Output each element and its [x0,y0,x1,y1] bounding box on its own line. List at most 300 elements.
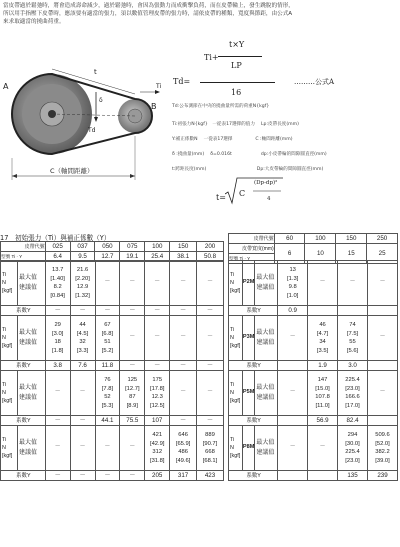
table-row [1,316,224,361]
tension-value: [7.5] [346,330,359,337]
tension-value: [4.7] [316,330,329,337]
width-cell: 25.4 [145,252,170,262]
tension-value: 294 [347,432,358,438]
label-center-distance: C（軸間距離） [50,167,94,175]
coef-value: － [45,416,70,426]
tension-value: [11.0] [315,402,330,409]
code-cell: 200 [197,242,224,252]
label-td: Td [88,127,96,134]
coef-value: 7.6 [70,361,95,371]
tension-value-cell: － [120,316,145,361]
value-type-label: 建議值 [256,285,275,291]
tension-value-cell [120,371,145,416]
coef-row [229,361,398,371]
tension-value-cell: － [368,316,398,361]
tension-value: [39.0] [375,457,390,464]
unit-label: [kgf] [2,453,13,459]
unit-cell [229,426,243,471]
max-rec-label-cell [255,426,278,471]
tension-value: 382.2 [375,449,390,455]
tension-value-cell [45,316,70,361]
tension-value: [68.1] [202,457,218,464]
formula-t: t= [216,193,226,202]
tension-value: [3.0] [52,330,64,337]
coef-value: 0.9 [278,306,308,316]
tension-value: [42.9] [149,440,165,447]
tension-value: 44 [79,322,86,328]
tension-value: 175 [152,377,163,383]
coef-value: － [120,306,145,316]
coef-value: － [197,306,224,316]
tension-value-cell [95,371,120,416]
coef-value: － [170,306,197,316]
tension-value: 9.8 [288,284,297,290]
coef-row [1,306,224,316]
intro-line: 所以用手指壓下皮帶時，應該要有適當的張力，須以數值管理皮帶的張力時，請依皮帶的種類，寬度與節距，由公式A [3,11,293,17]
tension-value: 18 [54,339,61,345]
tension-value: [12.5] [149,402,165,409]
tension-value: [1.0] [287,292,299,299]
right-body-table [228,260,398,481]
coef-value: 205 [145,471,170,481]
value-type-label: 最大值 [18,275,37,281]
formula-root-den: 4 [267,196,271,202]
tension-value-cell [308,316,338,361]
unit-label: N [2,445,6,451]
unit-label: Ti [2,437,7,443]
value-type-label: 建議值 [18,285,37,291]
unit-label: [kgf] [230,453,241,459]
code-cell: 250 [367,234,398,244]
legend-line: Td:公布測節在中央的撓曲量所需的荷重N{kgf} [172,104,270,109]
right-header-type-label: 型號 Ti · Y [229,254,275,264]
tension-value-cell: － [197,371,224,416]
width-cell: 6 [274,244,305,264]
coef-value: 239 [368,471,398,481]
coef-value: － [70,306,95,316]
intro-line: 當皮帶過於鬆弛時，將會造成壽命減少，過於鬆弛時，會因為張動力而成衝擊負荷，而在皮帶輪上，發生跳脫的情形， [3,3,294,9]
label-ti: Ti [156,83,162,90]
tension-value-cell [338,371,368,416]
tension-value: [12.7] [125,385,140,392]
tension-value-cell [338,316,368,361]
tension-value-cell: － [308,426,338,471]
tension-value: 166.6 [345,394,360,400]
width-cell: 6.4 [45,252,70,262]
tension-value-cell: － [170,316,197,361]
value-type-label: 建議值 [18,340,37,346]
coef-value: － [145,361,170,371]
value-type-label: 最大值 [18,385,37,391]
formula-root-num: (Dp-dp)² [254,180,278,186]
width-cell: 50.8 [197,252,224,262]
formula-td: Td= [173,77,191,86]
max-rec-label-cell [17,426,45,471]
belt-type-cell: P8M [242,426,255,471]
width-cell: 10 [305,244,336,264]
legend-line: Ti:初張力N{kgf} 一從表17選擇的值力 Lp:皮帶長度(mm) [172,122,299,127]
coef-value: － [197,416,224,426]
unit-label: N [2,280,6,286]
coef-value: － [45,306,70,316]
code-cell: 037 [70,242,95,252]
coef-value: － [95,306,120,316]
unit-label: N [2,335,6,341]
coef-label: 系數Y [1,471,46,481]
width-cell: 38.1 [170,252,197,262]
code-cell: 050 [95,242,120,252]
unit-cell [1,426,18,471]
tension-value-cell: － [197,261,224,306]
coef-value [338,306,368,316]
unit-label: Ti [230,327,235,333]
coef-label: 系數Y [229,306,278,316]
coef-value [308,471,338,481]
tension-value-cell: － [197,316,224,361]
tension-value: 668 [205,449,215,455]
coef-row [1,416,224,426]
unit-label: Ti [230,437,235,443]
tension-value: [0.84] [50,292,65,299]
coef-value: － [45,471,70,481]
code-cell: 150 [170,242,197,252]
tension-value-cell: － [45,426,70,471]
code-cell: 075 [120,242,145,252]
tension-value: [5.6] [346,347,359,354]
code-cell: 100 [145,242,170,252]
coef-value [308,306,338,316]
tension-value: 34 [319,339,326,345]
tension-value-cell [368,426,398,471]
header-code-label: 皮帶代號 [1,242,46,252]
fraction-bar [218,56,262,57]
tension-value-cell: － [278,426,308,471]
tension-value: 12.9 [76,284,89,290]
tension-value-cell: － [368,371,398,416]
label-b: B [151,102,157,111]
coef-label: 系數Y [229,471,278,481]
coef-value: － [197,361,224,371]
tension-value: [65.9] [175,440,191,447]
table-row [229,426,398,471]
unit-cell [1,371,18,416]
tension-value: 21.6 [76,267,89,273]
tension-value-cell [45,261,70,306]
unit-cell [229,371,243,416]
tension-value: [17.8] [149,385,165,392]
coef-value: 56.9 [308,416,338,426]
formula-den: 16 [231,88,242,97]
right-header-width-label: 皮帶寬度(mm) [229,244,275,254]
tension-value: [3.3] [76,347,89,354]
max-rec-label-cell [17,261,45,306]
tension-value: [2.20] [75,275,90,282]
tension-value-cell [308,371,338,416]
unit-label: N [230,390,234,396]
width-cell: 25 [367,244,398,264]
unit-cell [1,261,18,306]
tension-value: 32 [79,339,86,345]
value-type-label: 建議值 [256,340,275,346]
unit-cell [229,316,243,361]
coef-value: － [95,471,120,481]
coef-value: 107 [145,416,170,426]
tension-value-cell: － [145,316,170,361]
coef-value: 75.5 [120,416,145,426]
tension-value-cell: － [278,371,308,416]
coef-row [229,471,398,481]
value-type-label: 最大值 [256,275,275,281]
coef-value [278,361,308,371]
tension-value: 13 [289,267,296,273]
tension-value-cell: － [170,261,197,306]
legend-line: t:跨距長度(mm) Dp:大皮帶輪的間隙圓直徑(mm) [172,167,324,172]
coef-value: － [70,416,95,426]
belt-type-cell: P5M [242,371,255,416]
coef-value [368,416,398,426]
coef-value: 135 [338,471,368,481]
tension-value-cell: － [95,261,120,306]
tension-value: [90.7] [202,440,218,447]
tension-value: 312 [152,449,163,455]
value-type-label: 最大值 [256,440,275,446]
tension-value: [17.0] [345,402,360,409]
code-cell: 60 [274,234,305,244]
intro-paragraph [3,2,397,26]
tension-value-cell: － [70,371,95,416]
coef-value: － [120,471,145,481]
tension-value-cell [338,426,368,471]
formula-a-label: ………公式A [294,78,335,86]
coef-value: － [70,471,95,481]
formula-c: C [239,189,246,198]
value-type-label: 建議值 [18,450,37,456]
unit-cell [1,316,18,361]
table-row [1,371,224,416]
tension-value: 29 [54,322,61,328]
tension-value: [8.9] [126,402,138,409]
tension-value: [52.0] [375,440,390,447]
coef-label: 系數Y [229,416,278,426]
intro-line: 來求取適當的撓曲荷重。 [3,19,65,25]
tension-value-cell: － [45,371,70,416]
coef-label: 系數Y [1,306,46,316]
tension-value: [3.5] [316,347,329,354]
coef-value: 44.1 [95,416,120,426]
unit-label: Ti [230,382,235,388]
tension-value: [1.32] [75,292,90,299]
code-cell: 025 [45,242,70,252]
belt-pulley-diagram [0,36,170,186]
tension-value-cell [70,316,95,361]
coef-label: 系數Y [1,416,46,426]
table-row [1,426,224,471]
tension-value: 125 [127,377,138,383]
formula-ti-term: Ti+ [204,53,219,62]
unit-label: [kgf] [230,343,241,349]
unit-label: N [230,280,234,286]
belt-type-cell: P2M [242,261,255,306]
tension-value: [23.0] [345,457,360,464]
coef-row [1,471,224,481]
tension-value: 225.4 [345,449,360,455]
label-t: t [94,68,97,76]
max-rec-label-cell [255,316,278,361]
code-cell: 150 [336,234,367,244]
coef-value: － [120,361,145,371]
coef-value: 1.9 [308,361,338,371]
tension-value-cell: － [70,426,95,471]
unit-label: N [230,445,234,451]
coef-row [229,306,398,316]
right-header-code-label: 皮帶代號 [229,234,275,244]
unit-label: [kgf] [2,288,13,294]
coef-value: － [170,361,197,371]
coef-row [229,416,398,426]
unit-label: N [2,390,6,396]
tension-value-cell: － [145,261,170,306]
header-type-label: 型號 Ti · Y [1,252,46,262]
tension-value: [1.40] [50,275,65,282]
value-type-label: 建議值 [256,395,275,401]
table-title: 17 初始張力（Ti）與補正係數（Y） [0,234,111,242]
formula-lp: LP [231,61,242,70]
value-type-label: 最大值 [256,385,275,391]
coef-label: 系數Y [229,361,278,371]
coef-value: 82.4 [338,416,368,426]
tension-value: 509.6 [375,432,390,438]
width-cell: 12.7 [95,252,120,262]
tension-value: 107.8 [315,394,330,400]
tension-value: [4.5] [76,330,89,337]
tension-value: 147 [317,377,328,383]
left-body-table [0,260,224,481]
tension-value: 889 [205,432,215,438]
tension-value: [49.6] [175,457,191,464]
coef-value [368,361,398,371]
tension-value-cell: － [120,261,145,306]
tension-value-cell: － [95,426,120,471]
table-row [229,316,398,361]
tension-value-cell: － [338,261,368,306]
tension-value: 486 [178,449,188,455]
width-cell: 15 [336,244,367,264]
tension-value: [23.0] [345,385,360,392]
tension-value-cell [197,426,224,471]
value-type-label: 建議值 [18,395,37,401]
unit-label: [kgf] [230,288,241,294]
tension-value: 87 [129,394,136,400]
table-row [229,261,398,306]
tension-value: 76 [104,377,111,383]
tension-value-cell: － [308,261,338,306]
right-table-body [228,260,398,481]
max-rec-label-cell [255,261,278,306]
tension-value-cell: － [120,426,145,471]
tension-value-cell: － [278,316,308,361]
left-tension-table [0,241,224,262]
coef-value [278,471,308,481]
unit-cell [229,261,243,306]
value-type-label: 最大值 [18,440,37,446]
coef-value: － [145,306,170,316]
tension-value: 52 [104,394,111,400]
coef-value: 3.0 [338,361,368,371]
max-rec-label-cell [17,371,45,416]
label-delta: δ [99,97,103,104]
belt-type-cell: P3M [242,316,255,361]
width-cell: 19.1 [120,252,145,262]
unit-label: Ti [2,382,7,388]
unit-label: [kgf] [2,343,13,349]
tension-value: 646 [178,432,188,438]
tension-value: 8.2 [53,284,62,290]
max-rec-label-cell [17,316,45,361]
coef-row [1,361,224,371]
unit-label: Ti [2,327,7,333]
coef-value: 317 [170,471,197,481]
tension-value: [1.3] [287,275,299,282]
unit-label: [kgf] [2,398,13,404]
coef-value [278,416,308,426]
value-type-label: 最大值 [256,330,275,336]
unit-label: Ti [2,272,7,278]
tension-value: 46 [319,322,326,328]
tension-value-cell [145,426,170,471]
tension-value: 74 [349,322,356,328]
tension-value: [7.8] [101,385,114,392]
value-type-label: 建議值 [256,450,275,456]
coef-label: 系數Y [1,361,46,371]
coef-value: － [170,416,197,426]
tension-value-cell: － [368,261,398,306]
tension-value: [15.0] [315,385,330,392]
coef-value: 3.8 [45,361,70,371]
tension-value: [1.8] [52,347,64,354]
tension-value: 55 [349,339,356,345]
unit-label: [kgf] [230,398,241,404]
legend-line: δ :撓曲量(mm) δ=0.016t dp:小皮帶輪的間隙圓直徑(mm) [172,152,327,157]
tension-value: [6.8] [101,330,114,337]
tension-value-cell [170,426,197,471]
max-rec-label-cell [255,371,278,416]
tension-value-cell [278,261,308,306]
unit-label: Ti [230,272,235,278]
table-row [1,261,224,306]
width-cell: 9.5 [70,252,95,262]
table-row [229,371,398,416]
tension-value: 225.4 [345,377,360,383]
tension-value: 12.3 [151,394,163,400]
legend-line: Y:補正係數N 一從表17選擇 C :軸間距離(mm) [172,137,293,142]
tension-value: 67 [104,322,111,328]
value-type-label: 最大值 [18,330,37,336]
unit-label: N [230,335,234,341]
tension-value-cell: － [170,371,197,416]
tension-value-cell [95,316,120,361]
tension-value: [5.2] [101,347,114,354]
coef-value [368,306,398,316]
label-a: A [3,82,9,91]
coef-value: 11.8 [95,361,120,371]
formula-top: t×Y [229,40,245,49]
tension-value: 51 [104,339,111,345]
tension-value: 13.7 [52,267,64,273]
tension-value: [5.3] [101,402,114,409]
tension-value: [30.0] [345,440,360,447]
code-cell: 100 [305,234,336,244]
left-table-body [0,260,224,481]
